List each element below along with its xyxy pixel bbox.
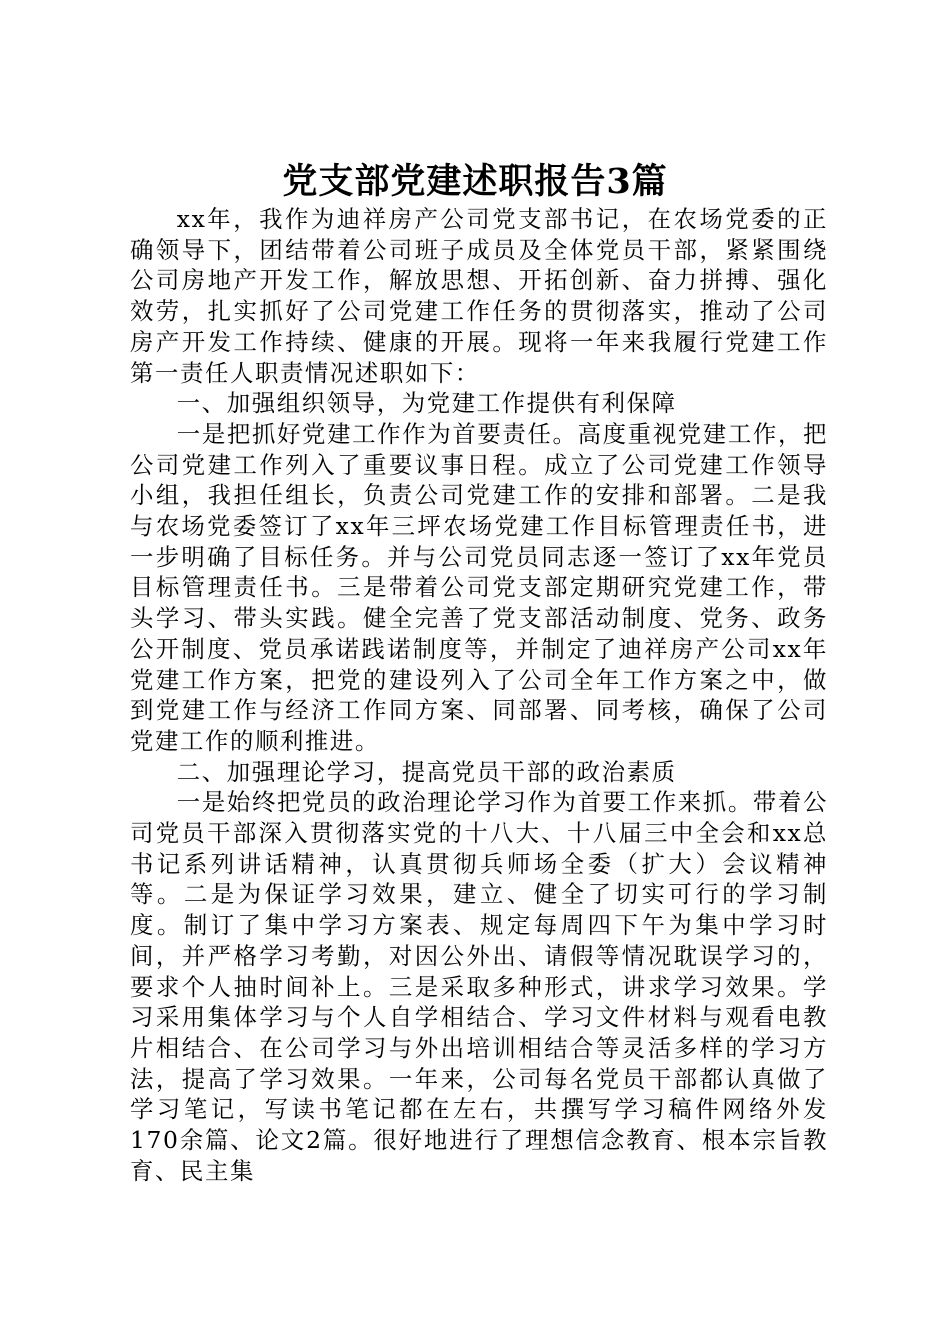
intro-paragraph: xx年，我作为迪祥房产公司党支部书记，在农场党委的正确领导下，团结带着公司班子成员及全体党员干部，紧紧围绕公司房地产开发工作，解放思想、开拓创新、奋力拼搏、强化效劳，扎实抓好了公司党建工作任务的贯彻落实，推动了公司房产开发工作持续、健康的开展。现将一年来我履行党建工作第一责任人职责情况述职如下： [130, 205, 828, 387]
section-heading-1: 一、加强组织领导，为党建工作提供有利保障 [176, 389, 677, 418]
document-body [130, 204, 828, 1187]
document-title: 党支部党建述职报告3篇 [282, 161, 668, 202]
section-1-paragraph: 一是把抓好党建工作作为首要责任。高度重视党建工作，把公司党建工作列入了重要议事日程。成立了公司党建工作领导小组，我担任组长，负责公司党建工作的安排和部署。二是我与农场党委签订了xx年三坪农场党建工作目标管理责任书，进一步明确了目标任务。并与公司党员同志逐一签订了xx年党员目标管理责任书。三是带着公司党支部定期研究党建工作，带头学习、带头实践。健全完善了党支部活动制度、党务、政务公开制度、党员承诺践诺制度等，并制定了迪祥房产公司xx年党建工作方案，把党的建设列入了公司全年工作方案之中，做到党建工作与经济工作同方案、同部署、同考核，确保了公司党建工作的顺利推进。 [130, 419, 828, 755]
section-heading-2: 二、加强理论学习，提高党员干部的政治素质 [176, 757, 677, 786]
section-2-paragraph: 一是始终把党员的政治理论学习作为首要工作来抓。带着公司党员干部深入贯彻落实党的十八大、十八届三中全会和xx总书记系列讲话精神，认真贯彻兵师场全委（扩大）会议精神等。二是为保证学习效果，建立、健全了切实可行的学习制度。制订了集中学习方案表、规定每周四下午为集中学习时间，并严格学习考勤，对因公外出、请假等情况耽误学习的，要求个人抽时间补上。三是采取多种形式，讲求学习效果。学习采用集体学习与个人自学相结合、学习文件材料与观看电教片相结合、在公司学习与外出培训相结合等灵活多样的学习方法，提高了学习效果。一年来，公司每名党员干部都认真做了学习笔记，写读书笔记都在左右，共撰写学习稿件网络外发170余篇、论文2篇。很好地进行了理想信念教育、根本宗旨教育、民主集 [130, 788, 828, 1185]
